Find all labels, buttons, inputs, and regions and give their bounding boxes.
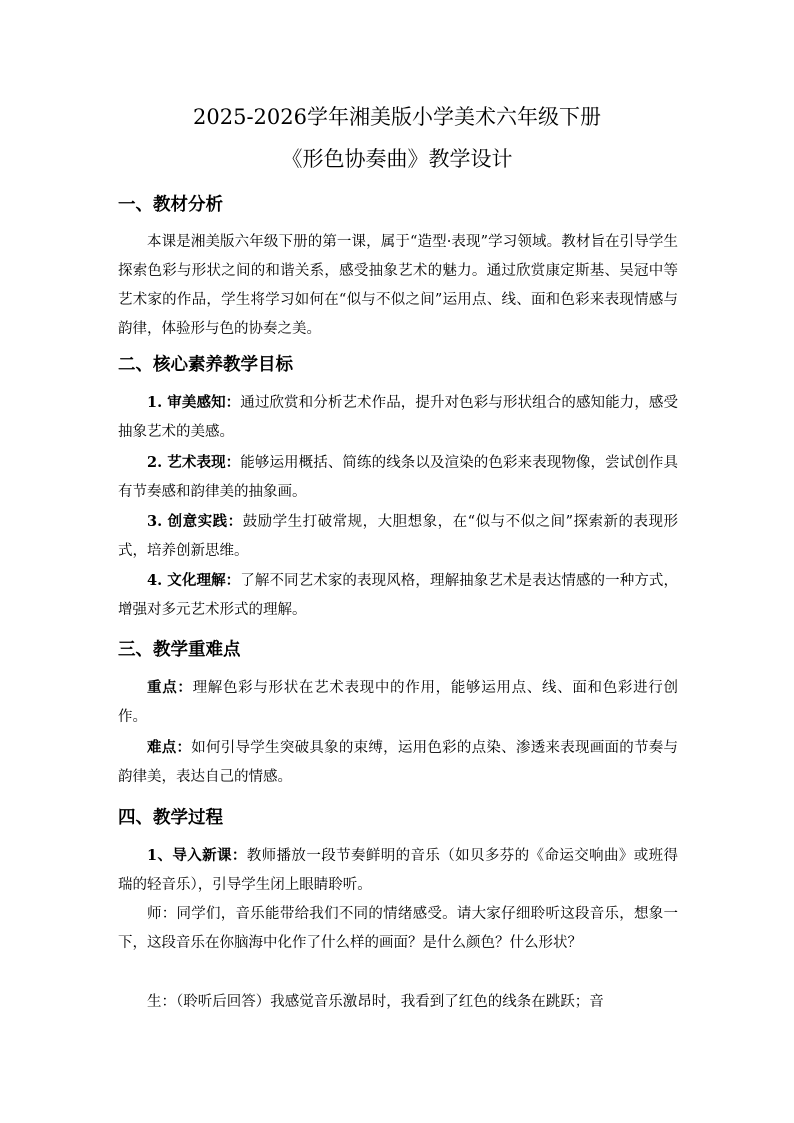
goal-label: 3. 创意实践： [147, 513, 243, 530]
section-heading-textbook-analysis: 一、教材分析 [118, 195, 223, 215]
process-step-label: 1、导入新课： [147, 847, 247, 864]
section-heading-key-points: 三、教学重难点 [118, 640, 241, 660]
dialogue-student: 生：（聆听后回答）我感觉音乐激昂时，我看到了红色的线条在跳跃；音 [147, 994, 604, 1010]
difficult-point-text: 如何引导学生突破具象的束缚，运用色彩的点染、渗透来表现画面的节奏与韵律美，表达自己的情感。 [118, 740, 679, 785]
section-heading-teaching-process: 四、教学过程 [118, 808, 223, 828]
key-point-label: 重点： [147, 679, 193, 696]
goal-item [118, 566, 678, 625]
goal-text: 鼓励学生打破常规，大胆想象，在“似与不似之间”探索新的表现形式，培养创新思维。 [118, 514, 678, 559]
goal-text: 能够运用概括、简练的线条以及渲染的色彩来表现物像，尝试创作具有节奏感和韵律美的抽象画。 [118, 455, 679, 500]
document-title-line2: 《形色协奏曲》教学设计 [281, 147, 513, 171]
goal-label: 1. 审美感知： [147, 394, 241, 411]
process-step [118, 841, 678, 900]
section-heading-core-goals: 二、核心素养教学目标 [118, 355, 293, 375]
goal-text: 了解不同艺术家的表现风格，理解抽象艺术是表达情感的一种方式，增强对多元艺术形式的理解。 [118, 573, 679, 618]
goal-item [118, 448, 678, 507]
goal-item [118, 507, 678, 566]
process-step-text: 教师播放一段节奏鲜明的音乐（如贝多芬的《命运交响曲》或班得瑞的轻音乐），引导学生闭上眼睛聆听。 [118, 848, 679, 893]
textbook-analysis-paragraph: 本课是湘美版六年级下册的第一课，属于“造型·表现”学习领域。教材旨在引导学生探索色彩与形状之间的和谐关系，感受抽象艺术的魅力。通过欣赏康定斯基、吴冠中等艺术家的作品，学生将学习如何在“似与不似之间”运用点、线、面和色彩来表现情感与韵律，体验形与色的协奏之美。 [118, 234, 678, 337]
goal-text: 通过欣赏和分析艺术作品，提升对色彩与形状组合的感知能力，感受抽象艺术的美感。 [118, 395, 679, 440]
goal-label: 4. 文化理解： [147, 572, 241, 589]
difficult-point-label: 难点： [147, 739, 192, 756]
goal-label: 2. 艺术表现： [147, 454, 241, 471]
goal-item [118, 388, 678, 447]
difficult-point-item [118, 733, 678, 792]
key-point-text: 理解色彩与形状在艺术表现中的作用，能够运用点、线、面和色彩进行创作。 [118, 680, 679, 725]
dialogue-teacher: 师：同学们，音乐能带给我们不同的情绪感受。请大家仔细聆听这段音乐，想象一下，这段音乐在你脑海中化作了什么样的画面？是什么颜色？什么形状？ [118, 906, 678, 951]
document-title-line1: 2025-2026学年湘美版小学美术六年级下册 [193, 105, 601, 129]
key-point-item [118, 673, 678, 732]
